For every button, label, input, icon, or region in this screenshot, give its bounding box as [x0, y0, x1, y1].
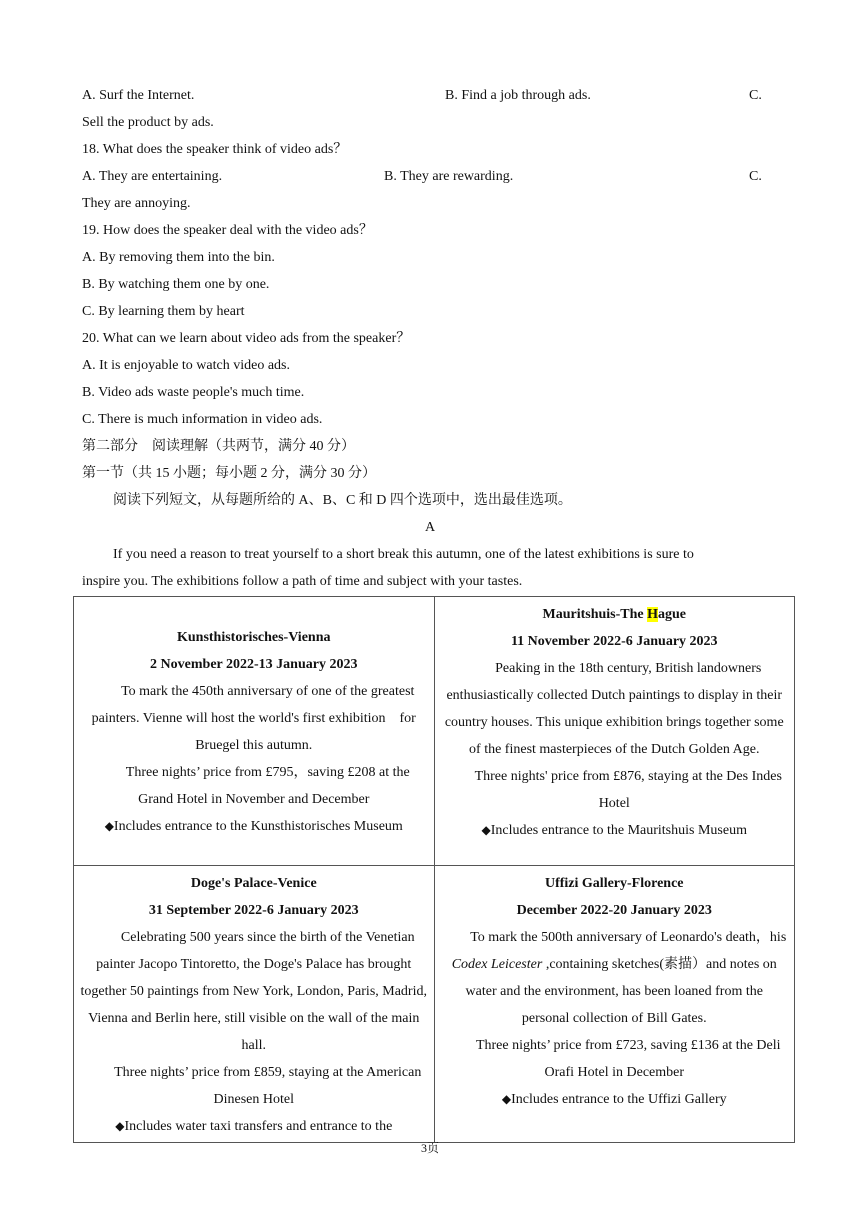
reading-instruction: 阅读下列短文，从每题所给的 A、B、C 和 D 四个选项中，选出最佳选项。	[113, 493, 572, 508]
q19-option-a: A. By removing them into the bin.	[82, 250, 275, 265]
exhibition-dates: 2 November 2022-13 January 2023	[150, 657, 358, 672]
exhibition-dates: 11 November 2022-6 January 2023	[510, 634, 718, 649]
q19-question: 19. How does the speaker deal with the video ads？	[82, 223, 373, 238]
exhibition-venice	[74, 866, 435, 1143]
page-number: 3页	[420, 1141, 439, 1155]
table-row	[74, 597, 795, 866]
q20-option-c: C. There is much information in video ads.	[82, 412, 323, 427]
exhibition-includes: ◆Includes entrance to the Uffizi Gallery	[501, 1092, 727, 1107]
exhibition-vienna	[74, 597, 435, 866]
diamond-bullet-icon: ◆	[104, 819, 114, 833]
q18-option-c-text: They are annoying.	[82, 196, 191, 211]
part2-heading: 第二部分 阅读理解（共两节，满分 40 分）	[82, 439, 355, 454]
passage-letter: A	[424, 520, 436, 535]
exhibition-includes: ◆Includes entrance to the Kunsthistorisches Museum	[104, 819, 403, 834]
q19-option-c: C. By learning them by heart	[82, 304, 245, 319]
exhibition-price: Three nights' price from £876, staying at the Des Indes Hotel	[474, 769, 782, 811]
q17-option-b: B. Find a job through ads.	[445, 88, 591, 103]
exhibition-hague	[434, 597, 795, 866]
diamond-bullet-icon: ◆	[501, 1092, 512, 1106]
exhibition-includes: ◆Includes water taxi transfers and entrance to the	[115, 1119, 393, 1134]
q17-option-c-text: Sell the product by ads.	[82, 115, 214, 130]
exhibition-description: To mark the 500th anniversary of Leonardo's death，his Codex Leicester ,containing sketches(素描）and notes on water and the environment, has been loaned from the personal collection of Bill Gates.	[451, 930, 787, 1026]
q19-option-b: B. By watching them one by one.	[82, 277, 270, 292]
q17-option-a: A. Surf the Internet.	[82, 88, 195, 103]
q20-option-a: A. It is enjoyable to watch video ads.	[82, 358, 291, 373]
diamond-bullet-icon: ◆	[115, 1119, 125, 1133]
exhibition-price: Three nights’ price from £859, staying at the American Dinesen Hotel	[114, 1065, 422, 1107]
q18-option-a: A. They are entertaining.	[82, 169, 223, 184]
q18-question: 18. What does the speaker think of video ads？	[82, 142, 348, 157]
exhibition-price: Three nights’ price from £795，saving £208 at the Grand Hotel in November and December	[125, 765, 410, 807]
exhibition-description: Peaking in the 18th century, British landowners enthusiastically collected Dutch paintings to display in their country houses. This unique exhibition brings together some of the finest masterpieces of the Dutch Golden Age.	[444, 661, 784, 757]
q18-option-c-prefix: C.	[749, 169, 762, 184]
exhibition-title: Kunsthistorisches-Vienna	[176, 630, 331, 645]
book-title: Codex Leicester	[451, 957, 543, 972]
passage-intro-line1: If you need a reason to treat yourself to a short break this autumn, one of the latest exhibitions is sure to	[113, 547, 694, 562]
exhibition-description: Celebrating 500 years since the birth of the Venetian painter Jacopo Tintoretto, the Doge's Palace has brought together 50 paintings from New York, London, Paris, Madrid, Vienna and Berlin here, still visible on the wall of the main hall.	[80, 930, 427, 1053]
exhibition-description: To mark the 450th anniversary of one of the greatest painters. Vienne will host the world's first exhibition for Bruegel this autumn.	[91, 684, 416, 753]
exhibition-title: Uffizi Gallery-Florence	[544, 876, 684, 891]
exhibition-title: Mauritshuis-The Hague	[542, 607, 686, 622]
exhibition-includes: ◆Includes entrance to the Mauritshuis Museum	[481, 823, 747, 838]
q17-option-c-prefix: C.	[749, 88, 762, 103]
diamond-bullet-icon: ◆	[481, 823, 491, 837]
highlighted-letter: H	[647, 607, 658, 622]
section1-heading: 第一节（共 15 小题；每小题 2 分，满分 30 分）	[82, 466, 376, 481]
exhibition-dates: 31 September 2022-6 January 2023	[148, 903, 359, 918]
q20-question: 20. What can we learn about video ads from the speaker？	[82, 331, 411, 346]
exhibition-florence	[434, 866, 795, 1143]
q18-option-b: B. They are rewarding.	[384, 169, 514, 184]
exhibition-dates: December 2022-20 January 2023	[516, 903, 712, 918]
passage-intro-line2: inspire you. The exhibitions follow a path of time and subject with your tastes.	[82, 574, 523, 589]
q20-option-b: B. Video ads waste people's much time.	[82, 385, 305, 400]
exhibition-title: Doge's Palace-Venice	[190, 876, 317, 891]
exhibition-price: Three nights’ price from £723, saving £136 at the Deli Orafi Hotel in December	[475, 1038, 781, 1080]
table-row	[74, 866, 795, 1143]
exhibitions-table	[73, 596, 795, 1143]
